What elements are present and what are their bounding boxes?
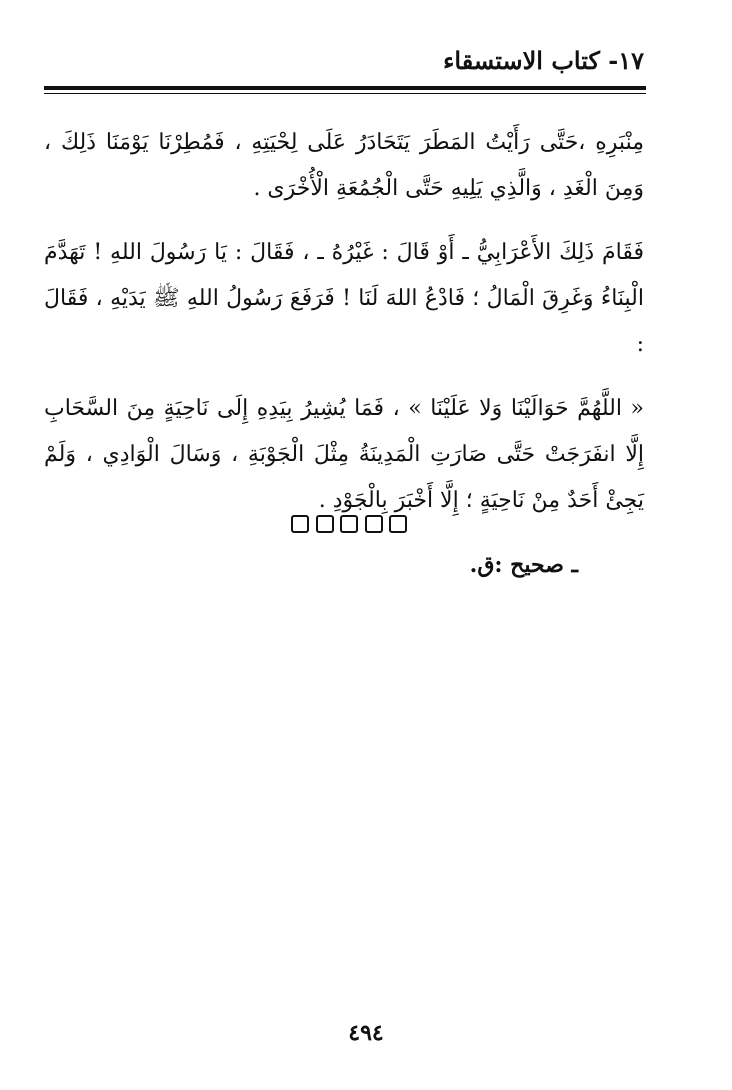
page-number: ٤٩٤ <box>348 1020 384 1046</box>
header-rule-thin <box>44 93 646 94</box>
hadith-grade: ـ صحيح :ق. <box>469 552 578 578</box>
paragraph-2: فَقَامَ ذَلِكَ الأَعْرَابِيُّ ـ أَوْ قَالَ : غَيْرُهُ ـ ، فَقَالَ : يَا رَسُولَ اللهِ ! تَهَدَّمَ الْبِنَاءُ وَغَرِقَ الْمَالُ ؛ فَادْعُ اللهَ لَنَا ! فَرَفَعَ رَسُولُ اللهِ ﷺ يَدَيْهِ ، فَقَالَ : <box>44 240 644 357</box>
ornament-box-icon <box>340 515 358 533</box>
section-divider-ornament <box>291 515 407 535</box>
ornament-box-icon <box>291 515 309 533</box>
chapter-title: ١٧- كتاب الاستسقاء <box>443 46 644 75</box>
ornament-box-icon <box>365 515 383 533</box>
header-rule-thick <box>44 86 646 90</box>
paragraph-1: مِنْبَرِهِ ،حَتَّى رَأَيْتُ المَطَرَ يَتَحَادَرُ عَلَى لِحْيَتِهِ ، فَمُطِرْنَا يَوْمَنَا ذَلِكَ ، وَمِنَ الْغَدِ ، وَالَّذِي يَلِيهِ حَتَّى الْجُمُعَةِ الْأُخْرَى . <box>44 130 644 201</box>
running-header <box>44 40 644 80</box>
paragraph-3: « اللَّهُمَّ حَوَالَيْنَا وَلا عَلَيْنَا » ، فَمَا يُشِيرُ بِيَدِهِ إِلَى نَاحِيَةٍ مِنَ السَّحَابِ إِلَّا انفَرَجَتْ حَتَّى صَارَتِ الْمَدِينَةُ مِثْلَ الْجَوْبَةِ ، وَسَالَ الْوَادِي ، وَلَمْ يَجِئْ أَحَدٌ مِنْ نَاحِيَةٍ ؛ إِلَّا أَخْبَرَ بِالْجَوْدِ . <box>44 396 644 513</box>
ornament-box-icon <box>389 515 407 533</box>
ornament-box-icon <box>316 515 334 533</box>
